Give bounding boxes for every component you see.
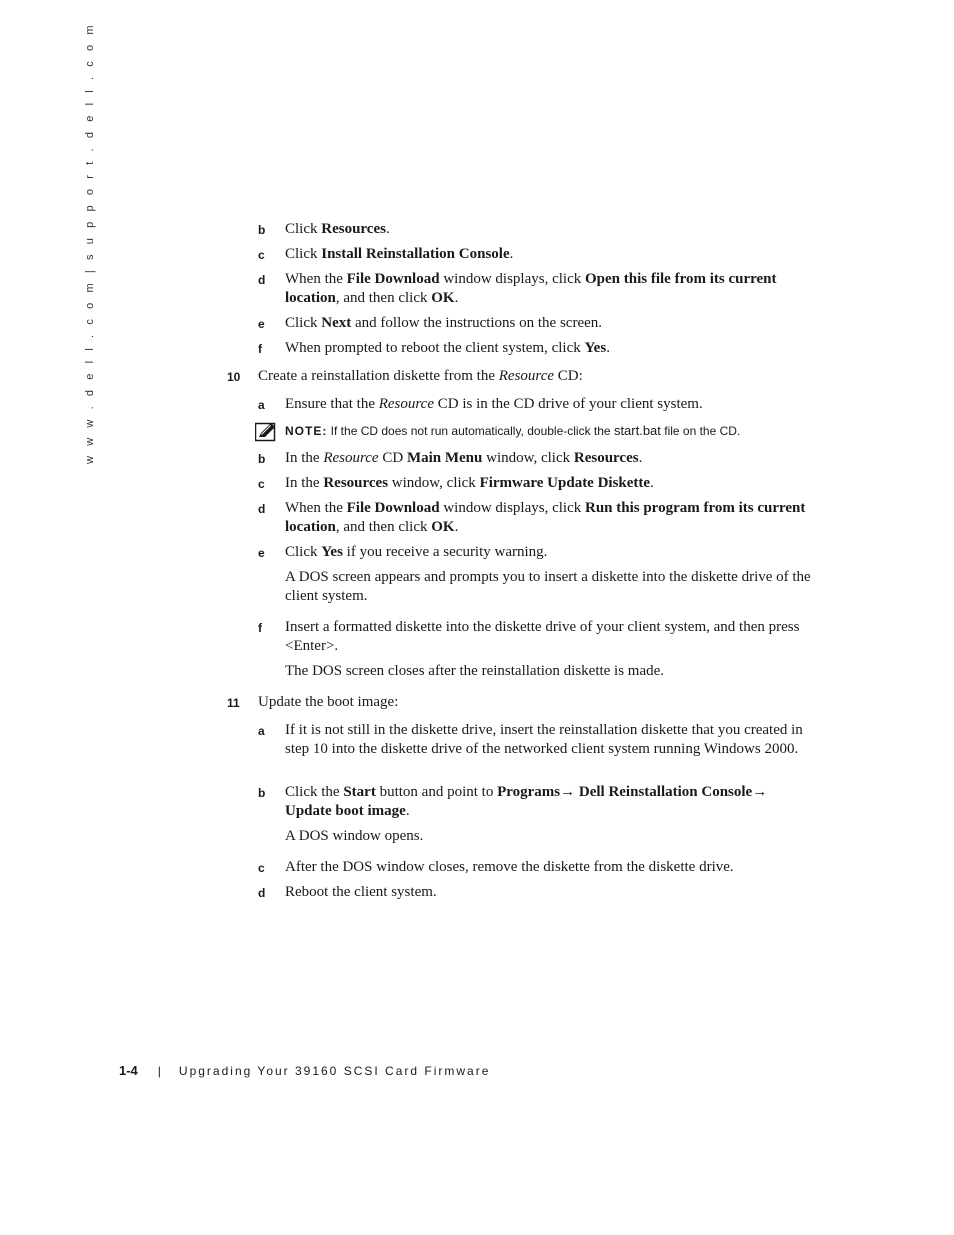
title-term: Resource <box>498 368 555 384</box>
step-text <box>285 783 815 821</box>
text: Click <box>285 315 322 331</box>
step-text <box>285 314 815 333</box>
text: When the <box>285 500 347 516</box>
file-name: start.bat <box>613 423 661 438</box>
text: window displays, click <box>439 500 585 516</box>
text: window, click <box>388 475 480 491</box>
ui-term: Firmware Update Diskette <box>479 475 651 491</box>
step-label: b <box>258 452 266 466</box>
step-label: d <box>258 886 266 900</box>
step-label: c <box>258 477 265 491</box>
text: file on the CD. <box>660 424 741 438</box>
step-text <box>285 474 815 493</box>
ui-term: File Download <box>346 500 440 516</box>
step-label: 10 <box>227 370 241 384</box>
footer-separator: | <box>157 1064 161 1078</box>
ui-term: Resources <box>573 450 639 466</box>
text: and follow the instructions on the screen. <box>351 315 603 331</box>
text: button and point to <box>375 784 498 800</box>
step-text <box>285 220 815 239</box>
ui-term: Next <box>321 315 352 331</box>
step-label: 11 <box>227 696 240 710</box>
step-label: a <box>258 724 265 738</box>
text: CD <box>378 450 407 466</box>
ui-term: Yes <box>321 544 343 560</box>
title-term: Resource <box>323 450 379 466</box>
step-paragraph: A DOS window opens. <box>285 828 424 844</box>
text: , and then click <box>335 290 432 306</box>
step-text: Insert a formatted diskette into the diskette drive of your client system, and then press <Enter>. <box>285 619 800 654</box>
sidebar-url: w w w . d e l l . c o m | s u p p o r t . d e l l . c o m <box>84 21 96 464</box>
text: CD: <box>554 368 583 384</box>
ui-term: Run this program from its current location <box>285 500 806 535</box>
step-text: Reboot the client system. <box>285 884 437 900</box>
text: . <box>385 221 390 237</box>
step-label: f <box>258 621 262 635</box>
step-text <box>258 367 818 386</box>
text: In the <box>285 475 324 491</box>
step-label: e <box>258 317 265 331</box>
text: . <box>405 803 410 819</box>
text: Create a reinstallation diskette from the <box>258 368 499 384</box>
step-paragraph: A DOS screen appears and prompts you to insert a diskette into the diskette drive of the client system. <box>285 569 811 604</box>
text: if you receive a security warning. <box>342 544 548 560</box>
text: . <box>650 475 654 491</box>
step-text: Update the boot image: <box>258 694 399 710</box>
step-text <box>285 270 815 308</box>
step-label: b <box>258 786 266 800</box>
ui-term: Resources <box>321 221 386 237</box>
step-label: a <box>258 398 265 412</box>
text: When prompted to reboot the client system, click <box>285 340 585 356</box>
step-label: e <box>258 546 265 560</box>
footer-title: Upgrading Your 39160 SCSI Card Firmware <box>178 1064 491 1078</box>
step-label: b <box>258 223 266 237</box>
ui-term: OK <box>431 290 455 306</box>
step-text: If it is not still in the diskette drive, insert the reinstallation diskette that you created in step 10 into the diskette drive of the networked client system running Windows 2000. <box>285 722 803 757</box>
text: Click <box>285 246 322 262</box>
note-label: NOTE: <box>285 424 328 438</box>
text: Ensure that the <box>285 396 379 412</box>
text: When the <box>285 271 347 287</box>
step-text <box>285 499 815 537</box>
text: Click the <box>285 784 344 800</box>
title-term: Resource <box>378 396 434 412</box>
page-number: 1-4 <box>119 1063 138 1078</box>
step-text <box>285 449 815 468</box>
text: Click <box>285 544 322 560</box>
text: . <box>454 519 459 535</box>
text: In the <box>285 450 324 466</box>
note-pencil-icon <box>255 422 277 442</box>
text: window, click <box>482 450 574 466</box>
text: window displays, click <box>439 271 585 287</box>
ui-term: Install Reinstallation Console <box>321 246 510 262</box>
page-footer <box>119 1063 490 1078</box>
text: , and then click <box>335 519 432 535</box>
ui-term: Yes <box>584 340 607 356</box>
text: . <box>454 290 459 306</box>
step-text <box>285 395 815 414</box>
text: . <box>638 450 643 466</box>
text: If the CD does not run automatically, double-click the <box>327 424 614 438</box>
ui-term: File Download <box>346 271 440 287</box>
ui-term: Resources <box>323 475 389 491</box>
text: CD is in the CD drive of your client system. <box>434 396 703 412</box>
step-label: f <box>258 342 262 356</box>
step-paragraph: The DOS screen closes after the reinstallation diskette is made. <box>285 663 665 679</box>
text: Click <box>285 221 322 237</box>
step-text <box>285 245 815 264</box>
ui-term: Start <box>343 784 376 800</box>
ui-term: Programs→ Dell Reinstallation Console→ Update boot image <box>285 784 768 819</box>
step-label: c <box>258 248 265 262</box>
text: . <box>509 246 514 262</box>
text: . <box>606 340 610 356</box>
step-text <box>285 543 815 562</box>
ui-term: OK <box>431 519 455 535</box>
step-text: After the DOS window closes, remove the diskette from the diskette drive. <box>285 859 734 875</box>
step-label: d <box>258 502 266 516</box>
step-label: d <box>258 273 266 287</box>
ui-term: Open this file from its current location <box>285 271 777 306</box>
step-text <box>285 339 815 358</box>
note-text <box>285 423 815 439</box>
ui-term: Main Menu <box>406 450 483 466</box>
step-label: c <box>258 861 265 875</box>
